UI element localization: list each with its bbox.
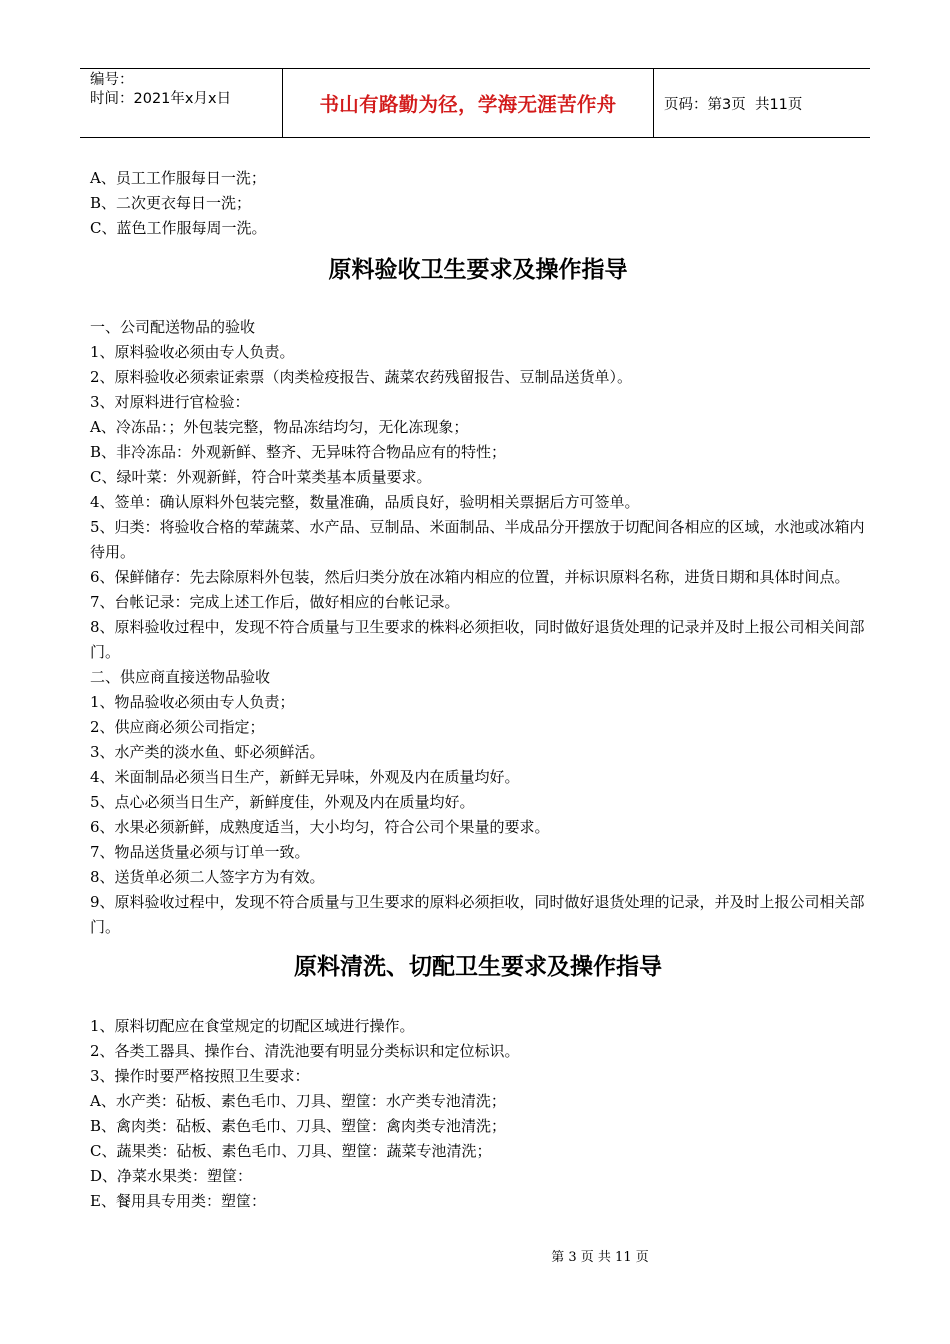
page-info-text: 页码：第3页 共11页 (664, 96, 803, 113)
page-header (80, 68, 870, 138)
section-line: A、水产类：砧板、素色毛巾、刀具、塑筐：水产类专池清洗； (90, 1092, 506, 1110)
section-line: 5、归类：将验收合格的荤蔬菜、水产品、豆制品、米面制品、半成品分开摆放于切配间各相应的区域，水池或冰箱内待用。 (90, 518, 865, 561)
section-line: 3、对原料进行官检验： (90, 393, 250, 411)
section-line: 2、各类工器具、操作台、清洗池要有明显分类标识和定位标识。 (90, 1042, 520, 1060)
section-cleaning (90, 1014, 866, 1214)
section-line: 5、点心必须当日生产，新鲜度佳，外观及内在质量均好。 (90, 793, 475, 811)
section-title-receiving: 原料验收卫生要求及操作指导 (328, 256, 628, 283)
section-line: 6、水果必须新鲜，成熟度适当，大小均匀，符合公司个果量的要求。 (90, 818, 550, 836)
section-line: A、冷冻品：；外包装完整，物品冻结均匀，无化冻现象； (90, 418, 469, 436)
intro-line: A、员工工作服每日一洗； (90, 169, 266, 187)
intro-list (90, 166, 866, 241)
section-title-cleaning: 原料清洗、切配卫生要求及操作指导 (294, 953, 662, 980)
header-page-info (654, 69, 870, 137)
section-line: 一、公司配送物品的验收 (90, 318, 256, 336)
section-line: 1、原料切配应在食堂规定的切配区域进行操作。 (90, 1017, 415, 1035)
number-label: 编号： (90, 72, 134, 88)
section-line: 3、水产类的淡水鱼、虾必须鲜活。 (90, 743, 325, 761)
section-line: C、绿叶菜：外观新鲜，符合叶菜类基本质量要求。 (90, 468, 432, 486)
section-line: 二、供应商直接送物品验收 (90, 668, 271, 686)
section-line: 1、原料验收必须由专人负责。 (90, 343, 295, 361)
section-line: 3、操作时要严格按照卫生要求： (90, 1067, 310, 1085)
header-motto: 书山有路勤为径，学海无涯苦作舟 (282, 69, 654, 137)
section-line: B、禽肉类：砧板、素色毛巾、刀具、塑筐：禽肉类专池清洗； (90, 1117, 507, 1135)
section-line: C、蔬果类：砧板、素色毛巾、刀具、塑筐：蔬菜专池清洗； (90, 1142, 492, 1160)
section-line: 4、米面制品必须当日生产，新鲜无异味，外观及内在质量均好。 (90, 768, 520, 786)
section-receiving (90, 315, 866, 940)
page-footer: 第 3 页 共 11 页 (551, 1250, 649, 1265)
section-line: 2、供应商必须公司指定； (90, 718, 265, 736)
section-line: 8、原料验收过程中，发现不符合质量与卫生要求的株料必须拒收，同时做好退货处理的记录并及时上报公司相关间部门。 (90, 618, 865, 661)
section-line: 8、送货单必须二人签字方为有效。 (90, 868, 325, 886)
section-line: D、净菜水果类：塑筐： (90, 1167, 253, 1185)
document-body (90, 166, 866, 1214)
intro-line: B、二次更衣每日一洗； (90, 194, 252, 212)
section-line: 2、原料验收必须索证索票（肉类检疫报告、蔬菜农药残留报告、豆制品送货单）。 (90, 368, 633, 386)
section-line: 1、物品验收必须由专人负责； (90, 693, 295, 711)
time-label: 时间：2021年x月x日 (90, 91, 232, 107)
header-meta (80, 69, 282, 137)
section-line: 6、保鲜储存：先去除原料外包装，然后归类分放在冰箱内相应的位置，并标识原料名称，进货日期和具体时间点。 (90, 568, 850, 586)
section-line: 4、签单：确认原料外包装完整，数量准确，品质良好，验明相关票据后方可签单。 (90, 493, 640, 511)
intro-line: C、蓝色工作服每周一洗。 (90, 219, 267, 237)
section-line: E、餐用具专用类：塑筐： (90, 1192, 266, 1210)
section-line: 7、台帐记录：完成上述工作后，做好相应的台帐记录。 (90, 593, 460, 611)
section-line: 9、原料验收过程中，发现不符合质量与卫生要求的原料必须拒收，同时做好退货处理的记录，并及时上报公司相关部门。 (90, 893, 865, 936)
section-line: B、非冷冻品：外观新鲜、整齐、无异味符合物品应有的特性； (90, 443, 507, 461)
section-line: 7、物品送货量必须与订单一致。 (90, 843, 310, 861)
